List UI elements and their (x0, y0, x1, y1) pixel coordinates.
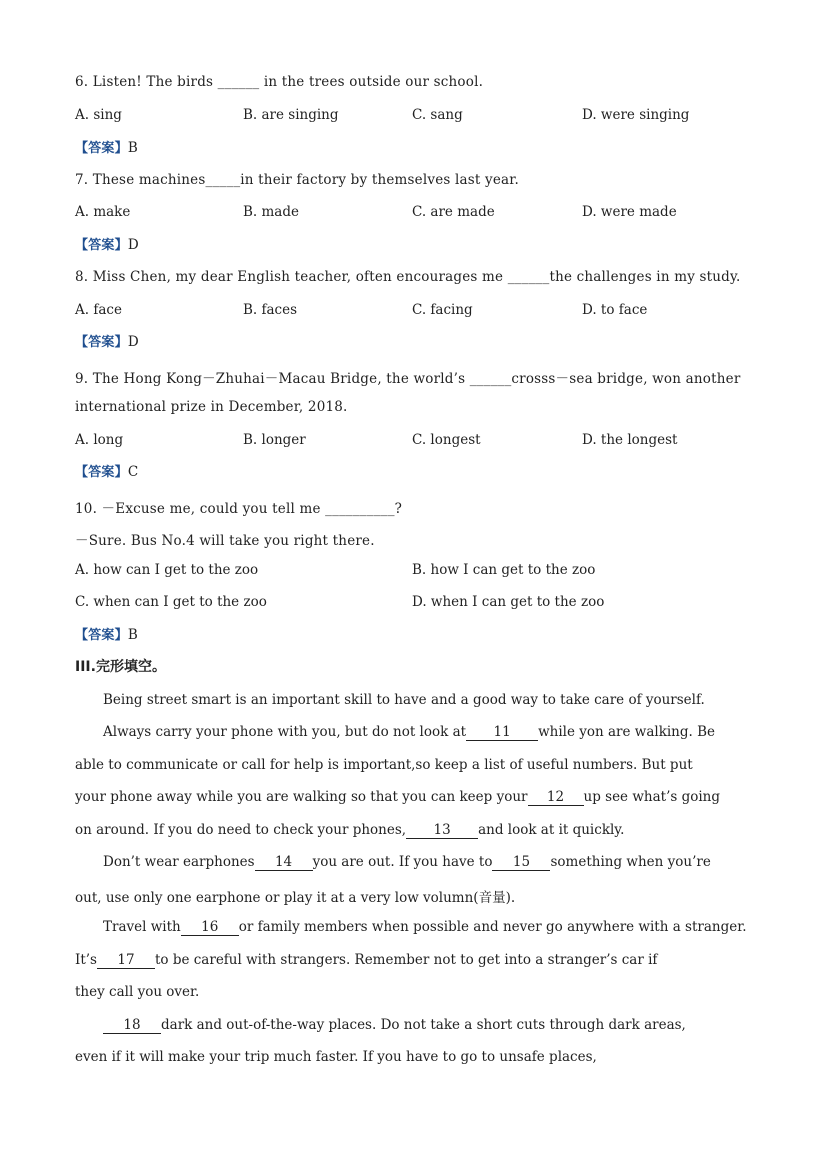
passage-text: up see what’s going (583, 789, 720, 805)
cloze-blank-17: 17 (97, 953, 155, 969)
cloze-blank-15: 15 (492, 855, 550, 871)
passage-line (75, 919, 783, 936)
passage-text: It’s (75, 952, 97, 968)
stem-text: 10. －Excuse me, could you tell me (75, 501, 326, 517)
question-6-stem (75, 74, 483, 90)
passage-line (75, 724, 783, 741)
option-d: D. to face (582, 302, 648, 318)
passage-line: they call you over. (75, 984, 200, 1000)
stem-text: in the trees outside our school. (259, 74, 484, 90)
answer-line (75, 331, 139, 350)
stem-text: 7. These machines (75, 172, 206, 188)
passage-line: able to communicate or call for help is important,so keep a list of useful numbers. But put (75, 757, 693, 773)
answer-label: 【答案】 (75, 628, 128, 643)
section-heading: III.完形填空。 (75, 659, 166, 675)
option-c: C. are made (412, 204, 495, 220)
answer-value: B (127, 627, 138, 643)
passage-line (75, 854, 783, 871)
passage-line (75, 822, 755, 839)
stem-text: 9. The Hong Kong－Zhuhai－Macau Bridge, the world’s (75, 371, 470, 387)
passage-text: Travel with (103, 919, 181, 935)
answer-blank: ______ (217, 74, 260, 90)
passage-line: even if it will make your trip much faster. If you have to go to unsafe places, (75, 1049, 597, 1065)
stem-text: ? (394, 501, 403, 517)
passage-text: and look at it quickly. (478, 822, 625, 838)
passage-line: Being street smart is an important skill to have and a good way to take care of yourself. (103, 692, 705, 708)
answer-blank: __________ (325, 501, 395, 517)
option-d: D. the longest (582, 432, 678, 448)
answer-label: 【答案】 (75, 465, 128, 480)
answer-blank: ______ (507, 269, 550, 285)
passage-text: your phone away while you are walking so that you can keep your (75, 789, 528, 805)
option-b: B. faces (243, 302, 298, 318)
answer-line (75, 234, 139, 253)
stem-text: the challenges in my study. (549, 269, 741, 285)
answer-line (75, 137, 138, 156)
passage-line (75, 789, 755, 806)
cloze-blank-16: 16 (181, 920, 239, 936)
option-d: D. when I can get to the zoo (412, 594, 605, 610)
answer-value: D (127, 334, 139, 350)
option-a: A. face (75, 302, 122, 318)
option-c: C. sang (412, 107, 463, 123)
answer-label: 【答案】 (75, 141, 128, 156)
cloze-blank-18: 18 (103, 1018, 161, 1034)
option-b: B. made (243, 204, 299, 220)
answer-line (75, 461, 138, 480)
passage-text: Always carry your phone with you, but do not look at (103, 724, 467, 740)
cloze-blank-12: 12 (528, 790, 584, 806)
option-d: D. were singing (582, 107, 690, 123)
stem-text: 8. Miss Chen, my dear English teacher, often encourages me (75, 269, 508, 285)
answer-blank: ______ (469, 371, 512, 387)
answer-value: C (127, 464, 139, 480)
option-a: A. sing (75, 107, 122, 123)
passage-text: on around. If you do need to check your phones, (75, 822, 407, 838)
option-b: B. are singing (243, 107, 339, 123)
stem-text: 6. Listen! The birds (75, 74, 218, 90)
answer-blank: _____ (205, 172, 241, 188)
question-9-stem-line2: international prize in December, 2018. (75, 399, 348, 415)
passage-text: to be careful with strangers. Remember not to get into a stranger’s car if (154, 952, 658, 968)
answer-line (75, 624, 138, 643)
option-c: C. when can I get to the zoo (75, 594, 267, 610)
answer-label: 【答案】 (75, 238, 128, 253)
option-a: A. make (75, 204, 131, 220)
option-d: D. were made (582, 204, 677, 220)
option-b: B. how I can get to the zoo (412, 562, 596, 578)
passage-text: you are out. If you have to (312, 854, 493, 870)
cloze-blank-13: 13 (406, 823, 478, 839)
stem-text: in their factory by themselves last year. (240, 172, 519, 188)
option-a: A. long (75, 432, 124, 448)
answer-value: B (127, 140, 138, 156)
passage-text: while yon are walking. Be (538, 724, 716, 740)
option-c: C. longest (412, 432, 481, 448)
passage-line (75, 1017, 755, 1034)
question-7-stem (75, 172, 519, 188)
cloze-blank-14: 14 (255, 855, 313, 871)
answer-label: 【答案】 (75, 335, 128, 350)
passage-line: out, use only one earphone or play it at a very low volumn(音量). (75, 890, 516, 906)
passage-text: something when you’re (550, 854, 711, 870)
passage-text: or family members when possible and never go anywhere with a stranger. (238, 919, 747, 935)
option-b: B. longer (243, 432, 306, 448)
cloze-blank-11: 11 (466, 725, 538, 741)
option-c: C. facing (412, 302, 473, 318)
option-a: A. how can I get to the zoo (75, 562, 259, 578)
stem-text: crosss－sea bridge, won another (511, 371, 741, 387)
passage-text: Don’t wear earphones (103, 854, 255, 870)
answer-value: D (127, 237, 139, 253)
question-10-stem-line2: －Sure. Bus No.4 will take you right there. (75, 533, 375, 549)
question-9-stem (75, 367, 740, 387)
passage-text: dark and out-of-the-way places. Do not take a short cuts through dark areas, (161, 1017, 686, 1033)
passage-line (75, 952, 755, 969)
question-8-stem (75, 269, 741, 285)
question-10-stem (75, 497, 402, 517)
